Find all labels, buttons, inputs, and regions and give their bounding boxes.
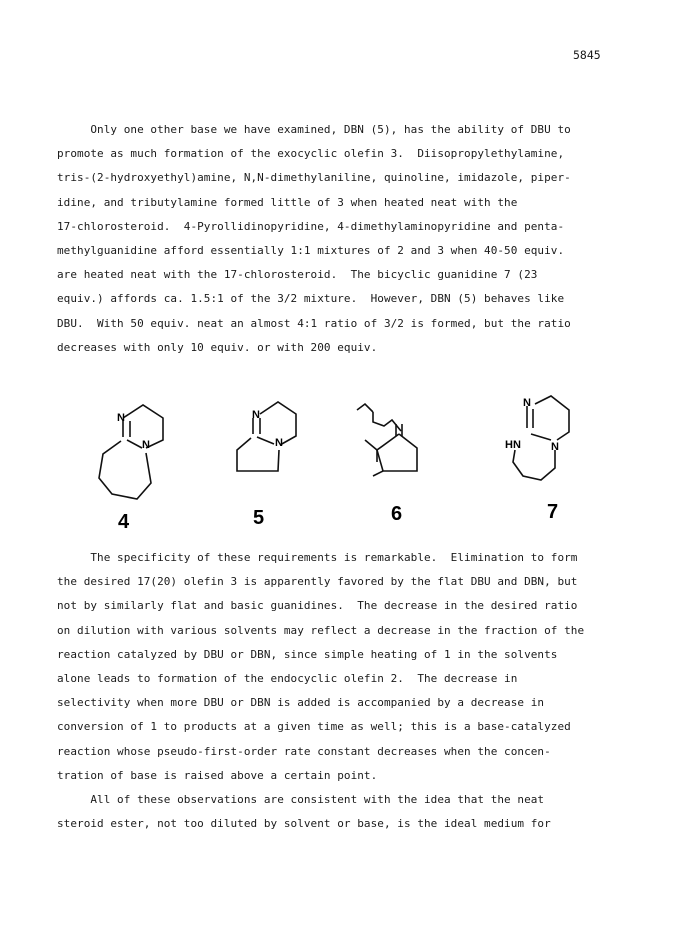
compound-label-5: 5	[253, 507, 265, 529]
atom-label: N	[142, 439, 150, 451]
paragraph-2	[57, 546, 627, 788]
atom-label: N	[117, 412, 125, 424]
structure-4-dbu	[85, 388, 195, 533]
text-line: reaction whose pseudo-first-order rate constant decreases when the concen-	[57, 744, 551, 758]
atom-label: N	[252, 409, 260, 421]
text-line: steroid ester, not too diluted by solvent or base, is the ideal medium for	[57, 817, 551, 831]
text-line: Only one other base we have examined, DBN (5), has the ability of DBU to	[57, 123, 571, 136]
text-line: idine, and tributylamine formed little of 3 when heated neat with the	[57, 195, 518, 209]
page-number: 5845	[573, 48, 601, 62]
text-line: tration of base is raised above a certain point.	[57, 768, 378, 782]
text-line: The specificity of these requirements is remarkable. Elimination to form	[57, 551, 578, 564]
compound-label-4: 4	[118, 511, 130, 533]
text-line: 17-chlorosteroid. 4-Pyrollidinopyridine, 4-dimethylaminopyridine and penta-	[57, 219, 565, 233]
text-line: are heated neat with the 17-chlorosteroid. The bicyclic guanidine 7 (23	[57, 268, 538, 282]
atom-label: HN	[505, 439, 521, 451]
text-line: conversion of 1 to products at a given time as well; this is a base-catalyzed	[57, 720, 571, 734]
text-line: tris-(2-hydroxyethyl)amine, N,N-dimethylaniline, quinoline, imidazole, piper-	[57, 171, 571, 185]
compound-label-7: 7	[547, 501, 559, 523]
text-line: promote as much formation of the exocyclic olefin 3. Diisopropylethylamine,	[57, 147, 565, 161]
text-line: on dilution with various solvents may reflect a decrease in the fraction of the	[57, 623, 585, 637]
structure-5-dbn	[220, 388, 320, 533]
text-line: All of these observations are consistent with the idea that the neat	[57, 793, 545, 806]
structure-6-olefin	[347, 388, 447, 533]
paragraph-1	[57, 118, 627, 360]
text-line: methylguanidine afford essentially 1:1 mixtures of 2 and 3 when 40-50 equiv.	[57, 244, 565, 258]
text-line: selectivity when more DBU or DBN is added is accompanied by a decrease in	[57, 696, 545, 710]
text-line: the desired 17(20) olefin 3 is apparently favored by the flat DBU and DBN, but	[57, 575, 578, 589]
chemical-structures-figure	[85, 388, 605, 533]
text-line: reaction catalyzed by DBU or DBN, since simple heating of 1 in the solvents	[57, 647, 558, 661]
text-line: not by similarly flat and basic guanidines. The decrease in the desired ratio	[57, 599, 578, 613]
text-line: alone leads to formation of the endocyclic olefin 2. The decrease in	[57, 672, 518, 686]
atom-label: N	[275, 437, 283, 449]
text-line: decreases with only 10 equiv. or with 200 equiv.	[57, 340, 378, 354]
atom-label: N	[551, 441, 559, 453]
compound-label-6: 6	[391, 503, 403, 525]
atom-label: N	[523, 397, 531, 409]
structure-7-guanidine	[497, 388, 607, 533]
paragraph-3	[57, 788, 627, 836]
text-line: DBU. With 50 equiv. neat an almost 4:1 ratio of 3/2 is formed, but the ratio	[57, 316, 571, 330]
text-line: equiv.) affords ca. 1.5:1 of the 3/2 mixture. However, DBN (5) behaves like	[57, 292, 565, 306]
